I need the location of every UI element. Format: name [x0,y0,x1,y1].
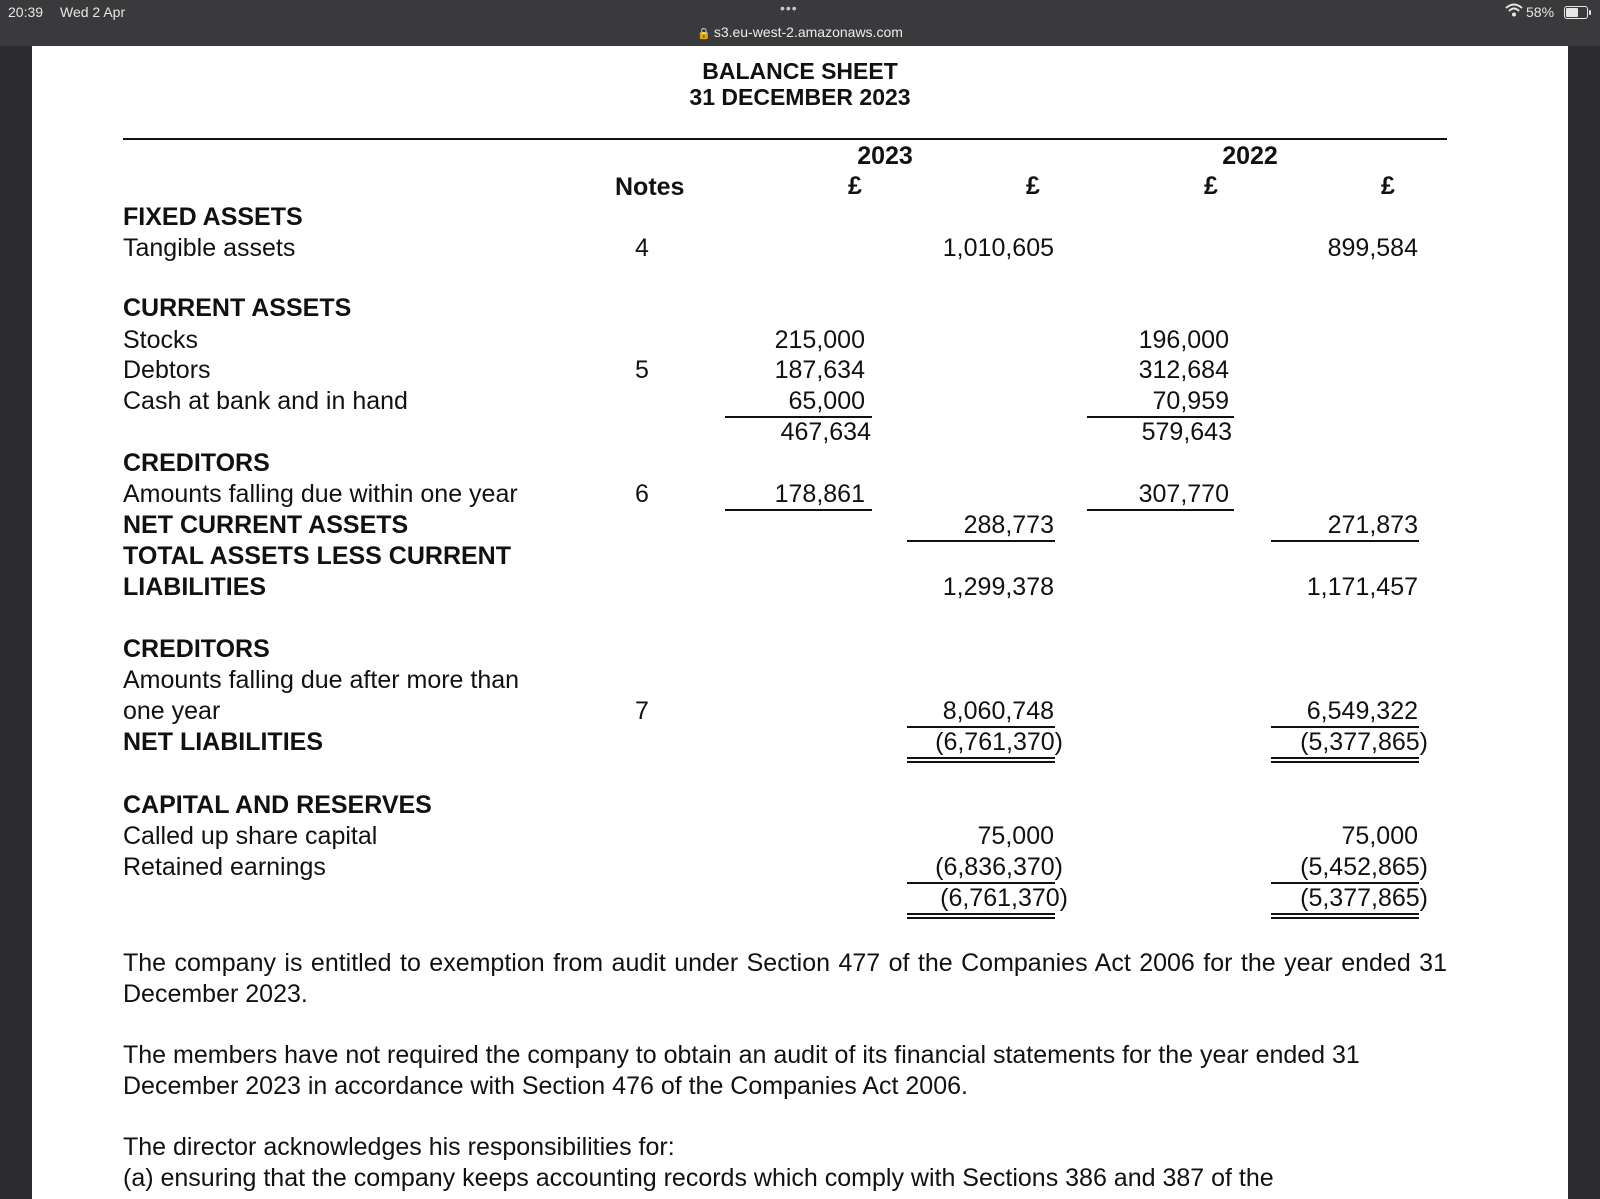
director-responsibilities-item-a: (a) ensuring that the company keeps accounting records which comply with Sections 386 and 387 of the [123,1164,1274,1192]
document-page [32,46,1568,1199]
tangible-assets-2023: 1,010,605 [942,234,1054,262]
battery-icon [1564,6,1588,19]
current-assets-total-2022: 579,643 [1141,418,1232,446]
net-current-assets-rule-2022 [1271,540,1419,542]
share-capital-label: Called up share capital [123,822,378,850]
net-liabilities-2022: (5,377,865) [1300,728,1428,756]
url-text: s3.eu-west-2.amazonaws.com [713,24,903,40]
status-date: Wed 2 Apr [60,4,126,20]
net-liabilities-2023: (6,761,370) [935,728,1063,756]
status-time: 20:39 [8,4,44,20]
cash-2023: 65,000 [788,387,865,415]
lock-icon: 🔒 [697,28,711,40]
doc-date: 31 DECEMBER 2023 [689,84,911,110]
creditors-short-heading: CREDITORS [123,449,270,477]
share-capital-2023: 75,000 [977,822,1054,850]
debtors-2023: 187,634 [774,356,865,384]
status-bar [0,0,1600,46]
currency-2023-inner: £ [848,172,862,200]
battery-fill [1566,8,1578,17]
retained-earnings-2023: (6,836,370) [935,853,1063,881]
capital-reserves-total-2023: (6,761,370) [940,884,1068,912]
capital-total-rule-2022-b [1271,917,1419,919]
stocks-label: Stocks [123,326,199,354]
address-bar[interactable] [0,24,1600,40]
currency-2022-inner: £ [1204,172,1218,200]
capital-total-rule-2022-a [1271,913,1419,915]
capital-total-rule-2023-a [907,913,1055,915]
wifi-icon [1505,2,1523,23]
tangible-assets-2022: 899,584 [1327,234,1418,262]
battery-percent: 58% [1526,4,1555,20]
year-2023-header: 2023 [857,142,913,170]
net-liabilities-rule-2023-b [907,761,1055,763]
current-assets-heading: CURRENT ASSETS [123,294,352,322]
creditors-short-rule-2022 [1087,509,1234,511]
creditors-long-heading: CREDITORS [123,635,270,663]
creditors-long-label-2: one year [123,697,221,725]
stocks-2023: 215,000 [774,326,865,354]
net-liabilities-rule-2023-a [907,757,1055,759]
creditors-long-label-1: Amounts falling due after more than [123,666,520,694]
header-rule [123,138,1447,140]
capital-reserves-total-2022: (5,377,865) [1300,884,1428,912]
creditors-long-2023: 8,060,748 [942,697,1054,725]
net-liabilities-rule-2022-b [1271,761,1419,763]
creditors-short-note: 6 [635,480,649,508]
total-assets-less-cl-2023: 1,299,378 [942,573,1054,601]
creditors-short-2022: 307,770 [1138,480,1229,508]
currency-2022-outer: £ [1381,172,1395,200]
net-liabilities-label: NET LIABILITIES [123,728,323,756]
debtors-note: 5 [635,356,649,384]
total-assets-less-cl-2022: 1,171,457 [1306,573,1418,601]
tab-dots-icon[interactable]: ••• [780,0,798,16]
retained-earnings-label: Retained earnings [123,853,326,881]
net-current-assets-label: NET CURRENT ASSETS [123,511,409,539]
currency-2023-outer: £ [1026,172,1040,200]
share-capital-2022: 75,000 [1341,822,1418,850]
creditors-short-2023: 178,861 [774,480,865,508]
members-statement-paragraph: The members have not required the company to obtain an audit of its financial statements for the year ended 31 December 2023 in accordance with Section 476 of the Companies Act 2006. [123,1041,1360,1100]
net-liabilities-rule-2022-a [1271,757,1419,759]
notes-header: Notes [615,173,685,201]
net-current-assets-2023: 288,773 [963,511,1054,539]
stocks-2022: 196,000 [1138,326,1229,354]
battery-nub [1589,10,1591,15]
creditors-long-note: 7 [635,697,649,725]
cash-label: Cash at bank and in hand [123,387,408,415]
current-assets-total-2023: 467,634 [780,418,871,446]
tangible-assets-label: Tangible assets [123,234,296,262]
capital-total-rule-2023-b [907,917,1055,919]
total-assets-less-cl-label-2: LIABILITIES [123,573,267,601]
creditors-short-rule-2023 [725,509,872,511]
creditors-short-label: Amounts falling due within one year [123,480,518,508]
net-current-assets-2022: 271,873 [1327,511,1418,539]
year-2022-header: 2022 [1222,142,1278,170]
debtors-label: Debtors [123,356,211,384]
debtors-2022: 312,684 [1138,356,1229,384]
doc-title: BALANCE SHEET [702,58,898,84]
fixed-assets-heading: FIXED ASSETS [123,203,303,231]
tangible-assets-note: 4 [635,234,649,262]
capital-reserves-heading: CAPITAL AND RESERVES [123,791,432,819]
net-current-assets-rule-2023 [907,540,1055,542]
retained-earnings-2022: (5,452,865) [1300,853,1428,881]
total-assets-less-cl-label-1: TOTAL ASSETS LESS CURRENT [123,542,512,570]
creditors-long-2022: 6,549,322 [1306,697,1418,725]
cash-2022: 70,959 [1152,387,1229,415]
audit-exemption-paragraph: The company is entitled to exemption from audit under Section 477 of the Companies Act 2006 for the year ended 31 December 2023. [123,949,1447,1008]
director-responsibilities-paragraph: The director acknowledges his responsibilities for: [123,1133,675,1161]
